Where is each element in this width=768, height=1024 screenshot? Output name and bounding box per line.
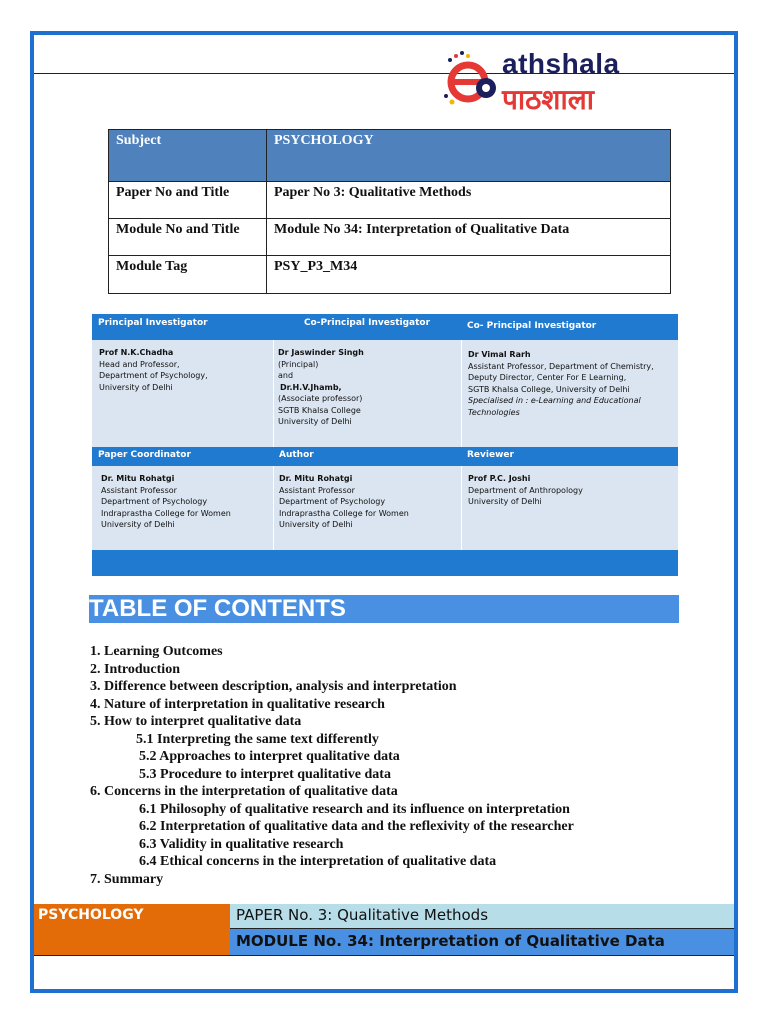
pi-name: Prof N.K.Chadha bbox=[99, 348, 174, 357]
copi2-header: Co- Principal Investigator bbox=[461, 314, 678, 340]
subject-label: Subject bbox=[109, 130, 267, 182]
toc-item[interactable]: 6. Concerns in the interpretation of qualitative data bbox=[90, 784, 398, 799]
contributors-table bbox=[92, 314, 678, 576]
logo-text-english: athshala bbox=[502, 48, 620, 79]
logo-text-hindi: पाठशाला bbox=[502, 83, 594, 116]
toc-subitem[interactable]: 5.2 Approaches to interpret qualitative data bbox=[139, 749, 400, 764]
copi2-cell bbox=[468, 349, 676, 418]
author-header: Author bbox=[273, 447, 461, 466]
paper-row bbox=[109, 182, 671, 219]
epathshala-e-mark-icon bbox=[442, 48, 498, 110]
toc-item[interactable]: 5. How to interpret qualitative data bbox=[90, 714, 302, 729]
footer-rule bbox=[34, 955, 734, 956]
toc-subitem[interactable]: 5.3 Procedure to interpret qualitative data bbox=[139, 766, 391, 782]
author-name: Dr. Mitu Rohatgi bbox=[279, 474, 353, 483]
author-cell bbox=[279, 473, 459, 531]
toc-item[interactable]: 2. Introduction bbox=[90, 661, 180, 677]
copi2-line: Assistant Professor, Department of Chemistry, bbox=[468, 361, 654, 371]
footer-paper: PAPER No. 3: Qualitative Methods bbox=[230, 904, 734, 929]
column-divider bbox=[273, 340, 274, 550]
coordinator-header: Paper Coordinator bbox=[92, 447, 273, 466]
pi-line: Head and Professor, bbox=[99, 359, 180, 369]
subject-info-table bbox=[108, 129, 671, 294]
copi1-line: SGTB Khalsa College bbox=[278, 405, 361, 415]
copi1-line: and bbox=[278, 371, 294, 380]
copi2-specialisation: Technologies bbox=[468, 407, 520, 417]
author-line: University of Delhi bbox=[279, 520, 353, 529]
coordinator-cell bbox=[101, 473, 271, 531]
paper-label: Paper No and Title bbox=[109, 182, 267, 219]
module-tag-row bbox=[109, 256, 671, 294]
footer-subject: PSYCHOLOGY bbox=[34, 904, 230, 955]
copi1-header: Co-Principal Investigator bbox=[273, 314, 461, 340]
reviewer-line: Department of Anthropology bbox=[468, 485, 583, 495]
paper-value: Paper No 3: Qualitative Methods bbox=[267, 182, 671, 219]
contributors-footer-bar bbox=[92, 550, 678, 576]
coordinator-line: Department of Psychology bbox=[101, 497, 208, 506]
copi1-line: (Associate professor) bbox=[278, 394, 363, 403]
reviewer-line: University of Delhi bbox=[468, 497, 542, 506]
pi-header: Principal Investigator bbox=[92, 314, 273, 340]
copi2-line: Deputy Director, Center For E Learning, bbox=[468, 373, 627, 382]
module-label: Module No and Title bbox=[109, 219, 267, 256]
toc-heading: TABLE OF CONTENTS bbox=[89, 595, 679, 623]
table-of-contents bbox=[90, 643, 690, 888]
copi2-name: Dr Vimal Rarh bbox=[468, 350, 531, 359]
pi-cell bbox=[99, 347, 269, 393]
toc-item[interactable]: 7. Summary bbox=[90, 871, 164, 887]
author-line: Department of Psychology bbox=[279, 497, 386, 506]
footer-module: MODULE No. 34: Interpretation of Qualitative Data bbox=[230, 929, 734, 955]
copi1-second-name: Dr.H.V.Jhamb, bbox=[280, 382, 342, 392]
coordinator-line: Indraprastha College for Women bbox=[101, 508, 231, 518]
copi1-name: Dr Jaswinder Singh bbox=[278, 348, 364, 357]
reviewer-header: Reviewer bbox=[461, 447, 678, 466]
toc-subitem[interactable]: 6.3 Validity in qualitative research bbox=[139, 836, 344, 852]
reviewer-name: Prof P.C. Joshi bbox=[468, 474, 531, 483]
module-value: Module No 34: Interpretation of Qualitative Data bbox=[267, 219, 671, 256]
subject-value: PSYCHOLOGY bbox=[267, 130, 671, 182]
epathshala-logo bbox=[440, 40, 690, 120]
module-tag-label: Module Tag bbox=[109, 256, 267, 294]
toc-subitem[interactable]: 5.1 Interpreting the same text differently bbox=[136, 731, 379, 747]
copi2-specialisation: Specialised in : e-Learning and Educational bbox=[468, 396, 641, 405]
coordinator-line: University of Delhi bbox=[101, 520, 175, 529]
reviewer-cell bbox=[468, 473, 676, 508]
column-divider bbox=[461, 340, 462, 550]
subject-row bbox=[109, 130, 671, 182]
copi1-line: (Principal) bbox=[278, 359, 319, 369]
coordinator-line: Assistant Professor bbox=[101, 485, 177, 495]
toc-subitem[interactable]: 6.1 Philosophy of qualitative research and its influence on interpretation bbox=[139, 801, 570, 817]
pi-line: Department of Psychology, bbox=[99, 371, 208, 380]
toc-subitem[interactable]: 6.2 Interpretation of qualitative data and the reflexivity of the researcher bbox=[139, 819, 574, 834]
copi1-cell bbox=[278, 347, 458, 428]
author-line: Assistant Professor bbox=[279, 485, 355, 495]
coordinator-name: Dr. Mitu Rohatgi bbox=[101, 474, 175, 483]
toc-item[interactable]: 1. Learning Outcomes bbox=[90, 644, 223, 659]
copi1-line: University of Delhi bbox=[278, 417, 352, 426]
pi-line: University of Delhi bbox=[99, 382, 173, 392]
toc-subitem[interactable]: 6.4 Ethical concerns in the interpretation of qualitative data bbox=[139, 854, 497, 869]
module-row bbox=[109, 219, 671, 256]
author-line: Indraprastha College for Women bbox=[279, 508, 409, 518]
toc-item[interactable]: 4. Nature of interpretation in qualitative research bbox=[90, 696, 385, 712]
toc-item[interactable]: 3. Difference between description, analysis and interpretation bbox=[90, 679, 457, 694]
copi2-line: SGTB Khalsa College, University of Delhi bbox=[468, 384, 630, 394]
module-tag-value: PSY_P3_M34 bbox=[267, 256, 671, 294]
